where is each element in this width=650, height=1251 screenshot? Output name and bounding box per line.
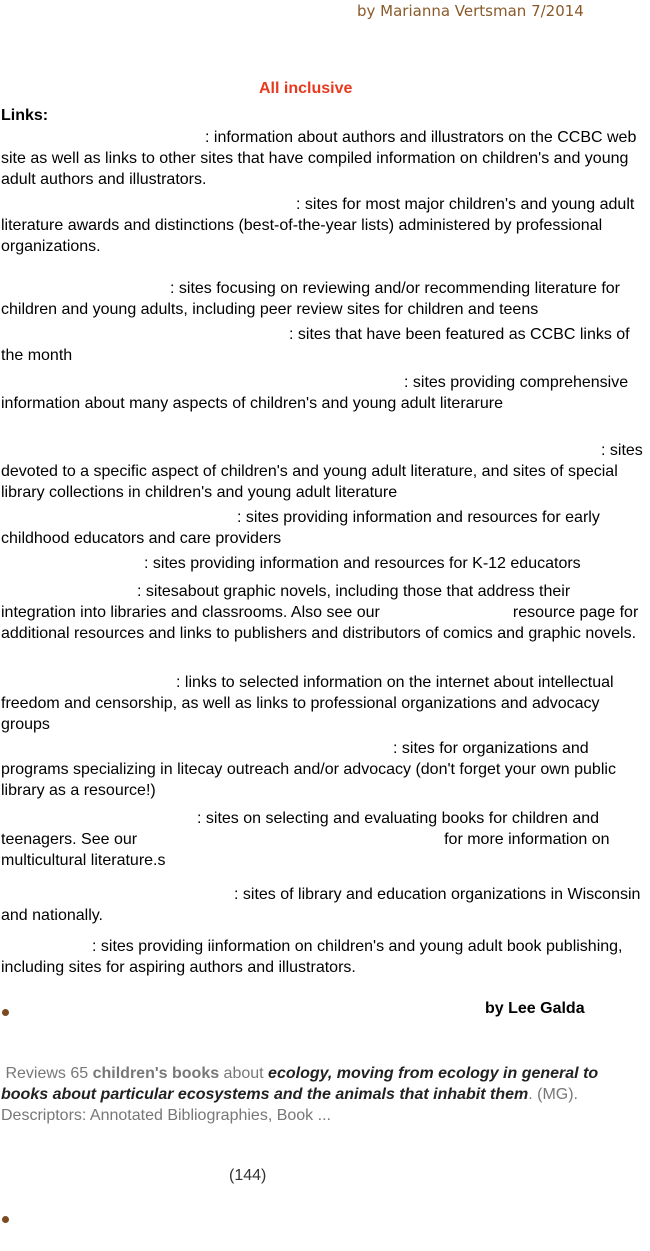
entry-specific-aspect [1, 440, 649, 503]
entry-authors-text: : information about authors and illustrators on the CCBC web site as well as links to other sites that have compiled information on children's and young adult authors and illustrators. [1, 129, 637, 188]
entry-reviews [1, 278, 649, 320]
entry-intellectual-freedom-text: : links to selected information on the internet about intellectual freedom and censorship, as well as links to professional organizations and advocacy groups [1, 674, 614, 733]
entry-k12 [1, 553, 649, 574]
entry-graphic-novels [1, 581, 649, 644]
entry-links-of-month [1, 324, 649, 366]
entry-publishing-text: : sites providing iinformation on children's and young adult book publishing, including sites for aspiring authors and illustrators. [1, 938, 623, 976]
result-count: (144) [229, 1167, 267, 1184]
links-label: Links: [1, 107, 49, 124]
entry-organizations [1, 884, 649, 926]
entry-graphic-novels-text-b: resource page for additional resources and links to publishers and distributors of comics and graphic novels. [1, 604, 639, 642]
abstract-part-4: ecology, moving from ecology in general to books about particular ecosystems and the animals that inhabit them [1, 1065, 599, 1103]
entry-awards-text: : sites for most major children's and young adult literature awards and distinctions (best-of-the-year lists) administered by professional organizations. [1, 196, 635, 255]
byline: by Marianna Vertsman 7/2014 [357, 2, 584, 20]
bullet-1 [2, 1009, 9, 1016]
entry-specific-aspect-text: : sites devoted to a specific aspect of children's and young adult literature, and sites of special library collections in children's and young adult literature [1, 442, 643, 501]
bullet-2 [2, 1216, 9, 1223]
abstract-part-5: . (MG). Descriptors: Annotated Bibliographies, Book ... [1, 1086, 578, 1124]
entry-organizations-text: : sites of library and education organizations in Wisconsin and nationally. [1, 886, 641, 924]
entry-comprehensive [1, 372, 649, 414]
result-author: by Lee Galda [485, 1000, 585, 1017]
abstract-part-3: about [219, 1065, 269, 1082]
page-heading: All inclusive [259, 80, 353, 97]
entry-selecting-books-text-b: for more information on multicultural literature.s [1, 831, 610, 869]
entry-comprehensive-text: : sites providing comprehensive information about many aspects of children's and young adult literarure [1, 374, 629, 412]
entry-literacy [1, 738, 649, 801]
entry-early-childhood-text: : sites providing information and resources for early childhood educators and care providers [1, 509, 600, 547]
entry-literacy-text: : sites for organizations and programs specializing in litecay outreach and/or advocacy (don't forget your own public library as a resource!) [1, 740, 616, 799]
abstract-part-2: children's books [92, 1065, 220, 1082]
entry-graphic-novels-text-a: : sitesabout graphic novels, including those that address their integration into libraries and classrooms. Also see our [1, 583, 571, 621]
result-abstract [1, 1063, 649, 1126]
entry-awards [1, 194, 649, 257]
entry-publishing [1, 936, 649, 978]
entry-k12-text: : sites providing information and resources for K-12 educators [144, 555, 581, 572]
entry-reviews-text: : sites focusing on reviewing and/or recommending literature for children and young adults, including peer review sites for children and teens [1, 280, 620, 318]
entry-selecting-books-text-a: : sites on selecting and evaluating books for children and teenagers. See our [1, 810, 600, 848]
entry-intellectual-freedom [1, 672, 649, 735]
abstract-part-1: Reviews 65 [5, 1065, 93, 1082]
entry-selecting-books [1, 808, 649, 871]
entry-early-childhood [1, 507, 649, 549]
entry-links-of-month-text: : sites that have been featured as CCBC links of the month [1, 326, 630, 364]
entry-authors [1, 127, 649, 190]
